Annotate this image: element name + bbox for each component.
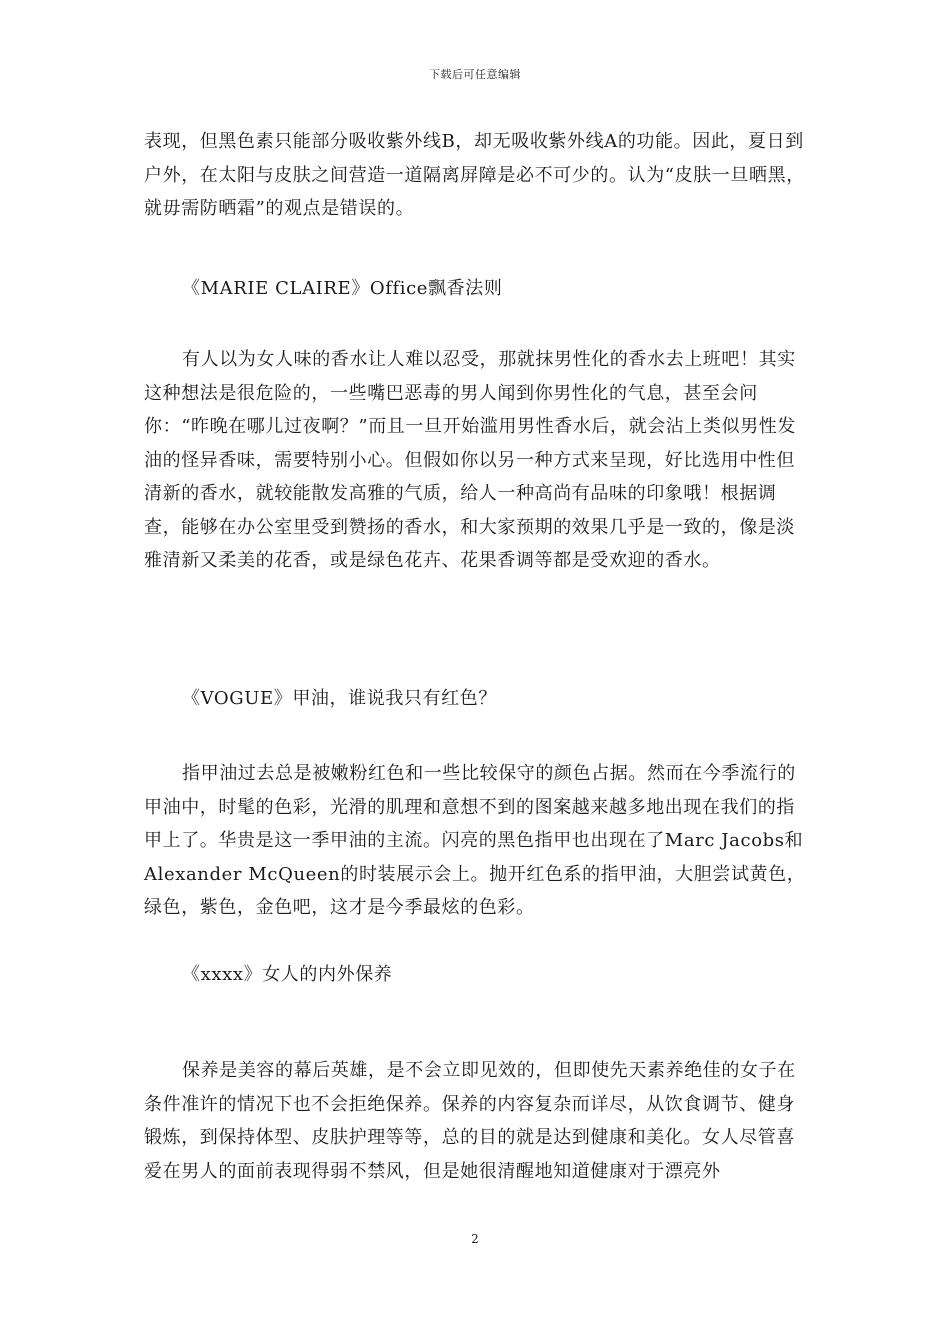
section-heading-vogue: 《VOGUE》甲油，谁说我只有红色？ bbox=[182, 688, 497, 709]
page-number: 2 bbox=[471, 1232, 479, 1246]
paragraph-office-perfume: 有人以为女人味的香水让人难以忍受，那就抹男性化的香水去上班吧！其实这种想法是很危险的，一些嘴巴恶毒的男人闻到你男性化的气息，甚至会问你：“昨晚在哪儿过夜啊？”而且一旦开始滥用男性香水后，就会沾上类似男性发油的怪异香味，需要特别小心。但假如你以另一种方式来呈现，好比选用中性但清新的香水，就较能散发高雅的气质，给人一种高尚有品味的印象哦！根据调查，能够在办公室里受到赞扬的香水，和大家预期的效果几乎是一致的，像是淡雅清新又柔美的花香，或是绿色花卉、花果香调等都是受欢迎的香水。 bbox=[144, 349, 797, 571]
section-heading-marie-claire: 《MARIE CLAIRE》Office飘香法则 bbox=[182, 278, 503, 299]
paragraph-sun-protection: 表现，但黑色素只能部分吸收紫外线B，却无吸收紫外线A的功能。因此，夏日到户外，在太阳与皮肤之间营造一道隔离屏障是必不可少的。认为“皮肤一旦晒黑，就毋需防晒霜”的观点是错误的。 bbox=[144, 131, 805, 219]
paragraph-inner-outer-care: 保养是美容的幕后英雄，是不会立即见效的，但即使先天素养绝佳的女子在条件准许的情况下也不会拒绝保养。保养的内容复杂而详尽，从饮食调节、健身锻炼，到保持体型、皮肤护理等等，总的目的就是达到健康和美化。女人尽管喜爱在男人的面前表现得弱不禁风，但是她很清醒地知道健康对于漂亮外 bbox=[144, 1060, 796, 1182]
paragraph-nail-polish: 指甲油过去总是被嫩粉红色和一些比较保守的颜色占据。然而在今季流行的甲油中，时髦的色彩，光滑的肌理和意想不到的图案越来越多地出现在我们的指甲上了。华贵是这一季甲油的主流。闪亮的黑色指甲也出现在了Marc Jacobs和Alexander McQueen的时装展示会上。抛开红色系的指甲油，大胆尝试黄色，绿色，紫色，金色吧，这才是今季最炫的色彩。 bbox=[144, 763, 806, 918]
section-heading-xxxx: 《xxxx》女人的内外保养 bbox=[182, 964, 393, 985]
page-header: 下载后可任意编辑 bbox=[429, 68, 521, 81]
